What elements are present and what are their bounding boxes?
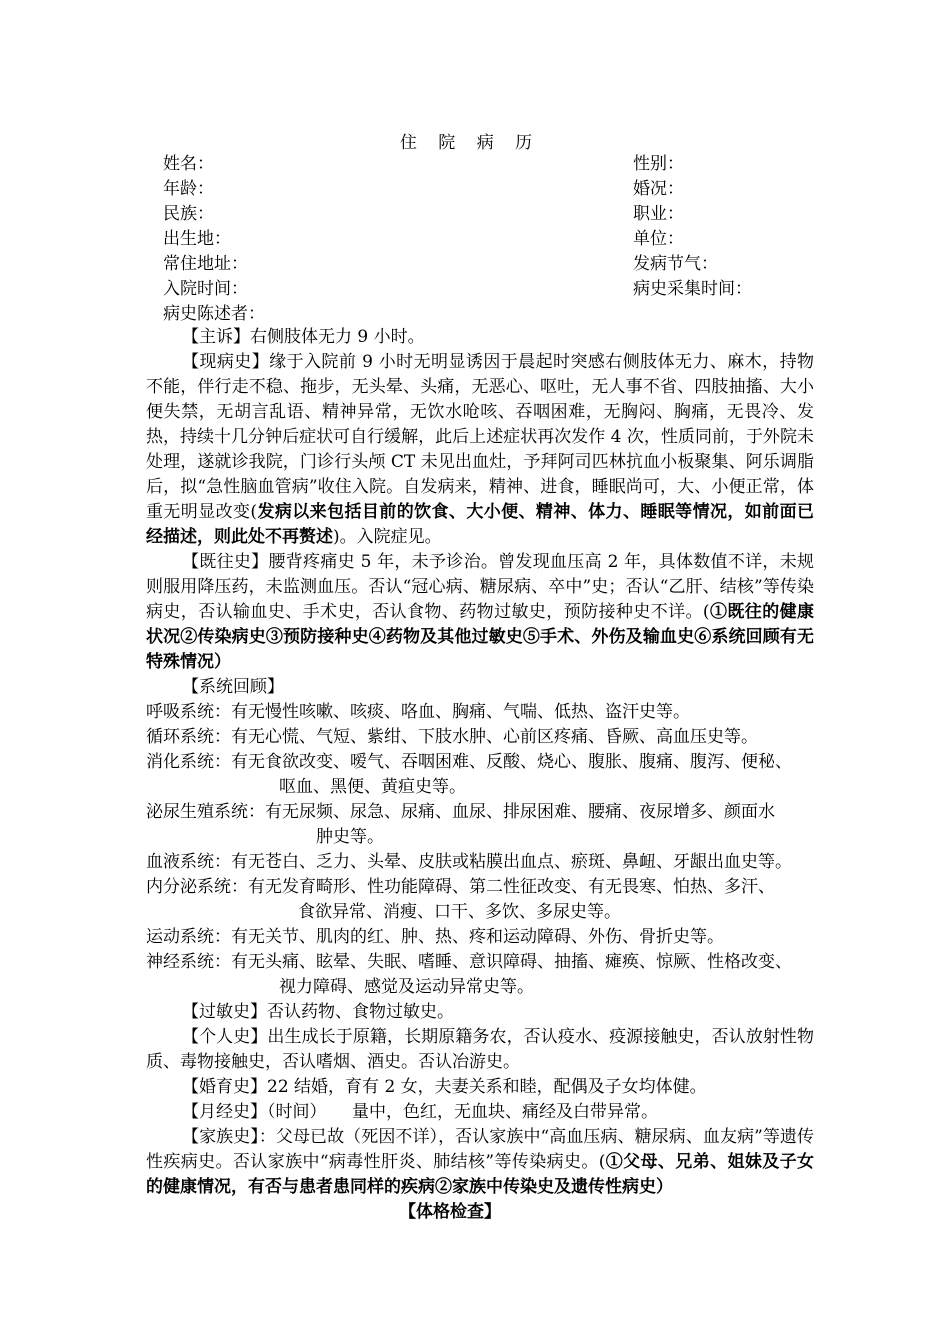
birthplace-field: 出生地： [163,229,231,249]
endocrine-system: 内分泌系统：有无发育畸形、性功能障碍、第二性征改变、有无畏寒、怕热、多汗、 食欲异常、消瘦、口干、多饮、多尿史等。 [146,877,775,922]
nervous-system: 神经系统：有无头痛、眩晕、失眠、嗜睡、意识障碍、抽搐、瘫痪、惊厥、性格改变、 视力障碍、感觉及运动异常史等。 [146,952,792,997]
occupation-field: 职业： [633,204,684,224]
respiratory-system: 呼吸系统：有无慢性咳嗽、咳痰、咯血、胸痛、气喘、低热、盗汗史等。 [146,702,690,722]
chief-complaint-label: 【主诉】 [182,327,250,347]
allergy-history: 【过敏史】否认药物、食物过敏史。 [182,1002,454,1022]
history-time-field: 病史采集时间： [633,279,752,299]
circulatory-system: 循环系统：有无心慌、气短、紫绀、下肢水肿、心前区疼痛、昏厥、高血压史等。 [146,727,758,747]
record-body [146,325,814,1225]
past-history [146,550,814,675]
patient-info [163,152,803,327]
physical-exam-heading: 【体格检查】 [399,1202,501,1222]
family-history: 【家族史】：父母已故（死因不详），否认家族中“高血压病、糖尿病、血友病”等遗传性疾病史。否认家族中“病毒性肝炎、肺结核”等传染病史。(①父母、兄弟、姐妹及子女的健康情况，有否与患者患同样的疾病②家族中传染史及遗传性病史） [146,1127,815,1197]
present-illness [146,350,814,550]
ethnicity-field: 民族： [163,204,214,224]
page-title: 住 院 病 历 [399,133,541,153]
marriage-history: 【婚育史】22 结婚，育有 2 女，夫妻关系和睦，配偶及子女均体健。 [182,1077,707,1097]
chief-complaint-text: 右侧肢体无力 9 小时。 [250,327,425,347]
employer-field: 单位： [633,229,684,249]
marital-field: 婚况： [633,179,684,199]
past-history-label: 【既往史】 [182,552,269,572]
onset-season-field: 发病节气： [633,254,718,274]
chief-complaint [146,325,814,350]
systems-review-heading: 【系统回顾】 [182,677,284,697]
past-history-note: ①既往的健康状况②传染病史③预防接种史④药物及其他过敏史⑤手术、外伤及输血史⑥系统回顾有无特殊情况） [146,602,815,672]
urogenital-system: 泌尿生殖系统：有无尿频、尿急、尿痛、血尿、排尿困难、腰痛、夜尿增多、颜面水 肿史等。 [146,802,775,847]
admission-time-field: 入院时间： [163,279,248,299]
personal-history: 【个人史】出生成长于原籍，长期原籍务农，否认疫水、疫源接触史，否认放射性物质、毒物接触史，否认嗜烟、酒史。否认冶游史。 [146,1027,815,1072]
gender-field: 性别： [633,154,684,174]
family-history-note: ①父母、兄弟、姐妹及子女的健康情况，有否与患者患同样的疾病②家族中传染史及遗传性病史） [146,1152,815,1197]
present-illness-tail: )。入院症见。 [333,527,442,547]
name-field: 姓名： [163,154,214,174]
menstrual-history: 【月经史】（时间） 量中，色红，无血块、痛经及白带异常。 [182,1102,658,1122]
address-field: 常住地址： [163,254,248,274]
motor-system: 运动系统：有无关节、肌肉的红、肿、热、疼和运动障碍、外伤、骨折史等。 [146,927,724,947]
blood-system: 血液系统：有无苍白、乏力、头晕、皮肤或粘膜出血点、瘀斑、鼻衄、牙龈出血史等。 [146,852,792,872]
age-field: 年龄： [163,179,214,199]
digestive-system: 消化系统：有无食欲改变、嗳气、吞咽困难、反酸、烧心、腹胀、腹痛、腹泻、便秘、 呕血、黑便、黄疸史等。 [146,752,792,797]
past-history-text: 腰背疼痛史 5 年，未予诊治。曾发现血压高 2 年，具体数值不详，未规则服用降压药，未监测血压。否认“冠心病、糖尿病、卒中”史；否认“乙肝、结核”等传染病史，否认输血史、手术史，否认食物、药物过敏史，预防接种史不详。( [146,552,814,622]
present-illness-note: 发病以来包括目前的饮食、大小便、精神、体力、睡眠等情况，如前面已经描述，则此处不再赘述 [146,502,814,547]
narrator-field: 病史陈述者： [163,304,265,324]
present-illness-label: 【现病史】 [182,352,270,372]
present-illness-text: 缘于入院前 9 小时无明显诱因于晨起时突感右侧肢体无力、麻木，持物不能，伴行走不稳、拖步，无头晕、头痛，无恶心、呕吐，无人事不省、四肢抽搐、大小便失禁，无胡言乱语、精神异常，无饮水呛咳、吞咽困难，无胸闷、胸痛，无畏冷、发热，持续十几分钟后症状可自行缓解，此后上述症状再次发作 4 次，性质同前，于外院未处理，遂就诊我院，门诊行头颅 CT 未见出血灶，予拜阿司匹林抗血小板聚集、阿乐调脂后，拟“急性脑血管病”收住入院。自发病来，精神、进食，睡眠尚可，大、小便正常，体重无明显改变( [146,352,815,522]
